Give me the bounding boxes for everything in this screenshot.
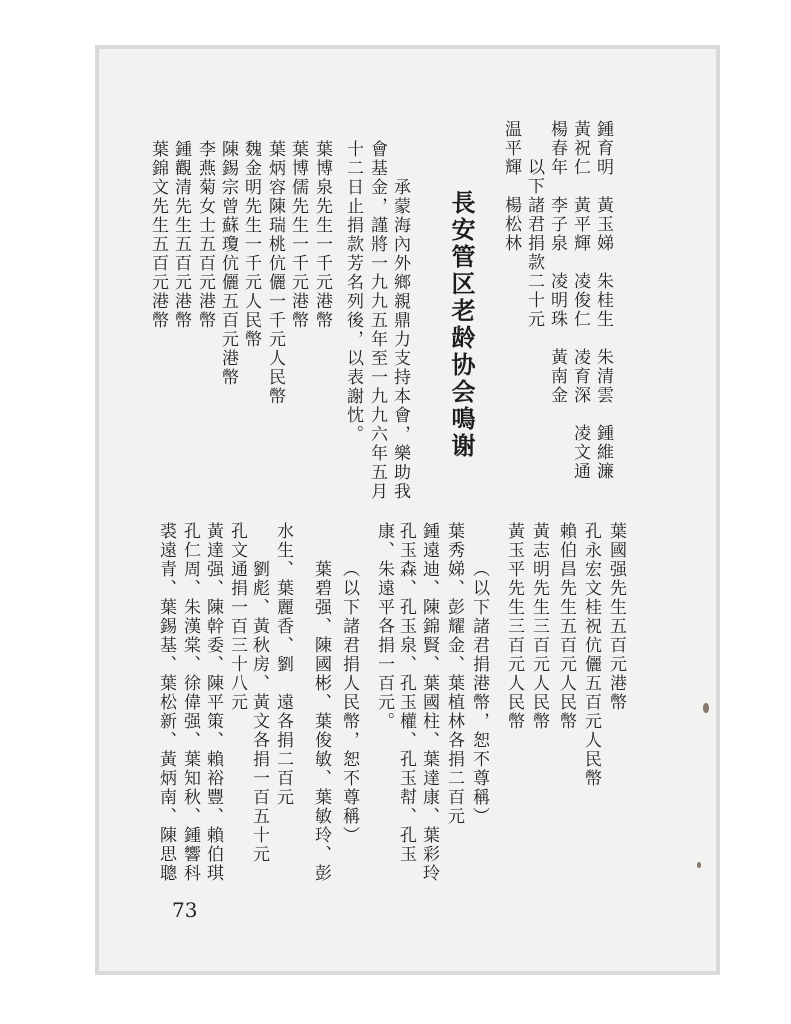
major-donor-entry: 葉博儒先生一千元港幣 [288,140,308,330]
donor-list-line: 鍾遠迪、陳錦賢、葉國柱、葉達康、葉彩玲 [419,522,439,883]
intro-line: 承蒙海內外鄉親鼎力支持本會，樂助我 [390,178,410,501]
donor-list-line: 孔玉森、孔玉泉、孔玉權、孔玉幇、孔玉 [396,522,416,864]
donor-list-line: 葉秀娣、彭耀金、葉植林各捐二百元 [444,522,464,826]
major-donor-entry: 孔永宏文桂祝伉儷五百元人民幣 [581,522,601,788]
donor-list-line: 孔文通捐一百三十八元 [227,522,247,712]
ink-speck [697,862,701,868]
major-donor-entry: 葉國强先生五百元港幣 [606,522,626,712]
major-donor-entry: 葉錦文先生五百元港幣 [148,140,168,330]
donor-list-line: 劉彪、黃秋房、黃文各捐一百五十元 [249,560,269,864]
donor-name-column: 黃祝仁 黃平輝 凌俊仁 凌育深 凌文通 [570,120,590,481]
donor-name-column: 鍾育明 黃玉娣 朱桂生 朱清雲 鍾維濂 [593,120,613,481]
page-number: 73 [172,898,198,922]
donation-tier-heading: 以下諸君捐款二十元 [524,158,544,329]
ink-speck [703,703,709,713]
intro-line: 十二日止捐款芳名列後，以表謝忱。 [343,140,363,444]
page-title: 長安管区老龄协会鳴谢 [447,190,475,460]
major-donor-entry: 陳錫宗曾蘇瓊伉儷五百元港幣 [218,140,238,387]
major-donor-entry: 李燕菊女士五百元港幣 [195,140,215,330]
major-donor-entry: 黃志明先生三百元人民幣 [529,522,549,731]
major-donor-entry: 黃玉平先生三百元人民幣 [504,522,524,731]
donor-name-column: 温平輝 楊松林 [501,120,521,253]
donor-list-line: 康、朱遠平各捐一百元。 [374,522,394,731]
donor-list-line: 裘遠青、葉錫基、葉松新、黃炳南、陳思聰 [156,522,176,883]
major-donor-entry: 賴伯昌先生五百元人民幣 [556,522,576,731]
major-donor-entry: 魏金明先生一千元人民幣 [241,140,261,349]
donor-list-line: 黃達强、陳幹委、陳平策、賴裕豐、賴伯琪 [203,522,223,883]
major-donor-entry: 葉博泉先生一千元港幣 [312,140,332,330]
major-donor-entry: 葉炳容陳瑞桃伉儷一千元人民幣 [265,140,285,406]
donor-name-column: 楊春年 李子泉 凌明珠 黃南金 [547,120,567,405]
rmb-group-heading: （以下諸君捐人民幣，恕不尊稱） [339,560,359,845]
major-donor-entry: 鍾觀清先生五百元港幣 [171,140,191,330]
intro-line: 會基金，謹將一九九五年至一九九六年五月 [367,140,387,501]
donor-list-line: 葉碧强、陳國彬、葉俊敏、葉敏玲、彭 [311,560,331,883]
donor-list-line: 水生、葉麗香、劉 遠各捐二百元 [273,522,293,807]
donor-list-line: 孔仁周、朱漢棠、徐偉强、葉知秋、鍾響科 [180,522,200,883]
hkd-group-heading: （以下諸君捐港幣，恕不尊稱） [469,560,489,826]
